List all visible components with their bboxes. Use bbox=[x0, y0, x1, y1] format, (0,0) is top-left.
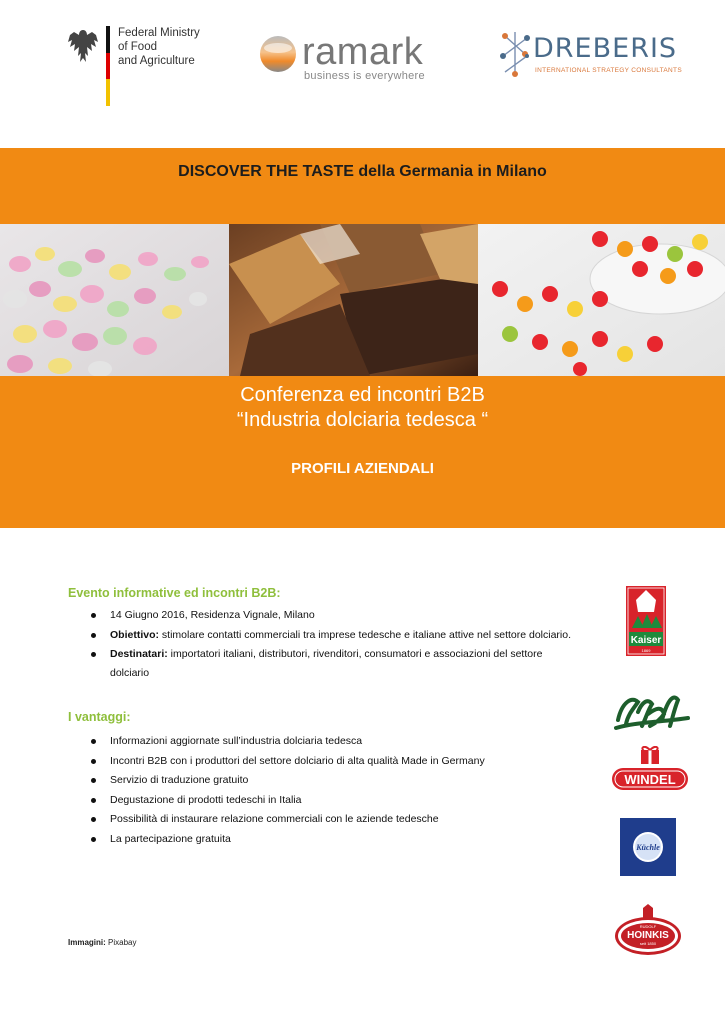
benefit-item: Servizio di traduzione gratuito bbox=[88, 771, 608, 791]
event-list bbox=[88, 606, 608, 683]
credit-source: Pixabay bbox=[105, 938, 137, 947]
dreberis-logo bbox=[497, 26, 682, 82]
ramark-logo bbox=[258, 32, 448, 82]
photo-strip bbox=[0, 224, 725, 376]
kuchle-logo bbox=[620, 818, 676, 876]
profiles-heading: PROFILI AZIENDALI bbox=[291, 460, 434, 477]
banner-title: DISCOVER THE TASTE della Germania in Milano bbox=[178, 163, 547, 180]
conference-banner bbox=[0, 376, 725, 528]
hoinkis-since: seit 1850 bbox=[639, 941, 657, 946]
benefit-item: Possibilità di instaurare relazione commerciali con le aziende tedesche bbox=[88, 810, 608, 830]
candy-photo bbox=[0, 224, 229, 376]
dreberis-network-icon bbox=[497, 26, 537, 82]
dreberis-name: DREBERIS bbox=[533, 33, 678, 64]
kaiser-name: Kaiser bbox=[630, 635, 662, 646]
gummy-bears-photo bbox=[478, 224, 725, 376]
objective-label: Obiettivo: bbox=[110, 628, 159, 641]
benefit-item: La partecipazione gratuita bbox=[88, 830, 608, 850]
recipients-text: importatori italiani, distributori, rivenditori, consumatori e associazioni del settore bbox=[167, 648, 543, 660]
kuchle-name: Küchle bbox=[636, 843, 660, 852]
recipients-label: Destinatari: bbox=[110, 648, 168, 660]
dreberis-tagline: INTERNATIONAL STRATEGY CONSULTANTS bbox=[535, 67, 682, 74]
kaiser-logo bbox=[626, 586, 666, 656]
image-credit bbox=[68, 938, 136, 947]
benefit-item: Incontri B2B con i produttori del settore dolciario di alta qualità Made in Germany bbox=[88, 752, 608, 772]
event-date-item bbox=[88, 606, 608, 626]
ramark-ball-icon bbox=[258, 34, 298, 74]
event-recipients-item bbox=[88, 645, 608, 683]
hoinkis-logo bbox=[613, 904, 683, 956]
ramark-name: ramark bbox=[302, 31, 424, 73]
edel-logo bbox=[612, 688, 692, 736]
ramark-tagline: business is everywhere bbox=[304, 70, 425, 82]
windel-name: WINDEL bbox=[624, 772, 676, 787]
benefits-list bbox=[88, 732, 608, 849]
recipients-text-cont: dolciario bbox=[110, 667, 150, 679]
eagle-icon bbox=[66, 26, 100, 70]
benefits-section-title: I vantaggi: bbox=[68, 710, 131, 724]
bmel-line2: of Food bbox=[118, 41, 157, 53]
chocolate-photo bbox=[229, 224, 478, 376]
credit-label: Immagini: bbox=[68, 938, 106, 947]
event-date: 14 Giugno 2016, Residenza Vignale, Milano bbox=[110, 609, 315, 621]
bmel-logo bbox=[66, 26, 216, 106]
hoinkis-name: HOINKIS bbox=[627, 930, 669, 941]
kaiser-year: 1869 bbox=[641, 648, 651, 653]
bmel-line1: Federal Ministry bbox=[118, 27, 200, 39]
conference-subject: “Industria dolciaria tedesca “ bbox=[236, 409, 489, 431]
top-orange-banner bbox=[0, 148, 725, 224]
conference-title: Conferenza ed incontri B2B bbox=[240, 384, 485, 406]
objective-text: stimolare contatti commerciali tra imprese tedesche e italiane attive nel settore dolciario. bbox=[159, 628, 572, 641]
benefit-item: Degustazione di prodotti tedeschi in Italia bbox=[88, 791, 608, 811]
hoinkis-top: RUDOLF bbox=[639, 924, 657, 929]
bmel-line3: and Agriculture bbox=[118, 55, 195, 67]
windel-logo bbox=[610, 746, 690, 794]
german-flag bbox=[106, 26, 110, 106]
event-section-title: Evento informative ed incontri B2B: bbox=[68, 586, 281, 600]
benefit-item: Informazioni aggiornate sull’industria dolciaria tedesca bbox=[88, 732, 608, 752]
event-objective-item bbox=[88, 626, 608, 646]
